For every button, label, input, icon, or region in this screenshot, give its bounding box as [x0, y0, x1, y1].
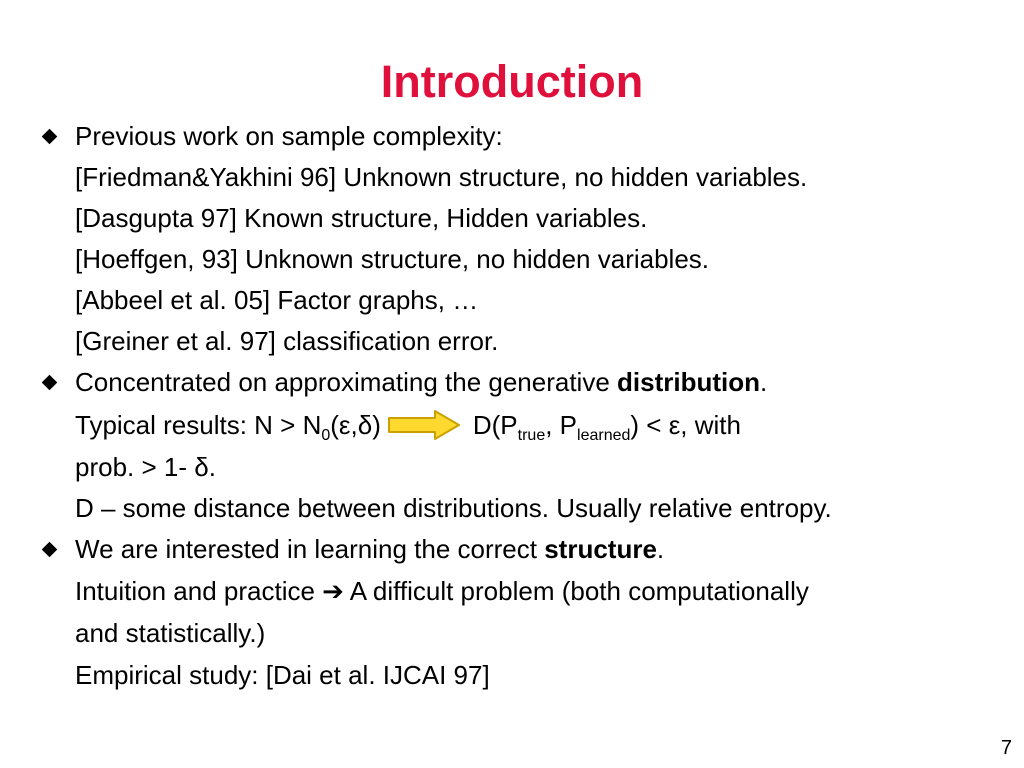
p-learned-subscript: learned [577, 427, 631, 444]
bullet-diamond-icon [42, 542, 58, 558]
typical-results-prefix: Typical results: N > N [75, 410, 322, 440]
right-arrow-icon: ➔ [322, 576, 344, 606]
bullet-3-heading [75, 529, 664, 569]
bullet-2-bold-term: distribution [617, 367, 760, 397]
intuition-after: A difficult problem (both computationally [343, 576, 809, 606]
bullet-2-text: Concentrated on approximating the generative [75, 367, 618, 397]
implies-arrow-icon [387, 410, 461, 440]
bullet-diamond-icon [42, 129, 58, 145]
probability-line: prob. > 1- δ. [75, 452, 216, 482]
distance-open: D(P [472, 410, 518, 440]
bullet-1-heading: Previous work on sample complexity: [75, 121, 503, 151]
reference-line: [Hoeffgen, 93] Unknown structure, no hidden variables. [75, 244, 710, 274]
intuition-line [75, 571, 809, 611]
typical-results-rest: ) < ε, with [630, 410, 741, 440]
intuition-before: Intuition and practice [75, 576, 323, 606]
reference-line: [Friedman&Yakhini 96] Unknown structure, no hidden variables. [75, 162, 808, 192]
reference-line: [Greiner et al. 97] classification error. [75, 326, 499, 356]
reference-line: [Dasgupta 97] Known structure, Hidden variables. [75, 203, 648, 233]
comma-p: , P [545, 410, 578, 440]
bullet-2-period: . [760, 367, 768, 397]
implies-arrow-shape [389, 411, 459, 439]
reference-line: [Abbeel et al. 05] Factor graphs, … [75, 285, 479, 315]
empirical-study-line: Empirical study: [Dai et al. IJCAI 97] [75, 660, 490, 690]
n-args: (ε,δ) [330, 410, 381, 440]
bullet-diamond-icon [42, 375, 58, 391]
bullet-3-bold-term: structure [544, 534, 657, 564]
n-subscript: 0 [321, 427, 331, 444]
statistics-line: and statistically.) [75, 618, 266, 648]
slide-title: Introduction [380, 56, 644, 107]
bullet-2-heading [75, 362, 767, 402]
bullet-3-text: We are interested in learning the correct [75, 534, 545, 564]
typical-results-line [75, 405, 741, 445]
p-true-subscript: true [517, 427, 546, 444]
bullet-3-period: . [656, 534, 665, 564]
page-number: 7 [1000, 737, 1012, 759]
distance-line: D – some distance between distributions. Usually relative entropy. [75, 493, 832, 523]
